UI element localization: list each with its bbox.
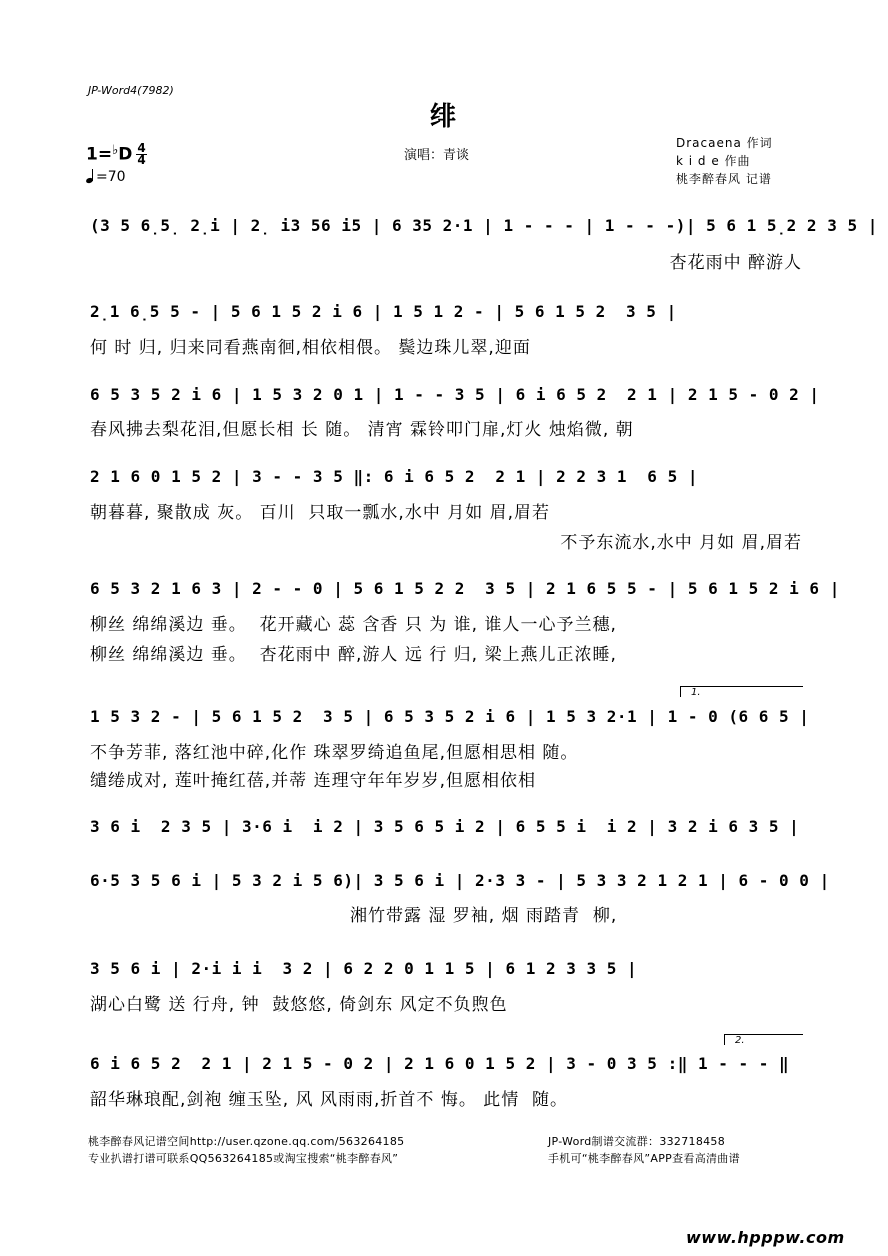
lyricist-credit: Dracaena 作词 [676, 136, 773, 150]
notation-row: (3 5 6̣5̣ 2̣i | 2̣ i3 56 i5 | 6 35 2·1 | 1 - - - | 1 - - -)| 5 6 1 5̣2 2 3 5 | [90, 216, 878, 235]
footer-left [88, 1133, 404, 1167]
tempo-marking [86, 169, 126, 185]
lyric-line: 朝暮暮, 聚散成 灰。 百川 只取一瓢水,水中 月如 眉,眉若 [90, 503, 551, 523]
quarter-note-icon [86, 169, 96, 183]
software-label: JP-Word4(7982) [88, 84, 174, 97]
page-title: 绯 [429, 102, 458, 132]
notation-row: 3 6 i 2 3 5 | 3·6 i i 2 | 3 5 6 5 i 2 | 6 5 5 i i 2 | 3 2 i 6 3 5 | [90, 817, 800, 836]
notation-row: 2 1 6 0 1 5 2 | 3 - - 3 5 ‖: 6 i 6 5 2 2 1 | 2 2 3 1 6 5 | [90, 467, 698, 486]
volta-label: 1. [691, 687, 701, 698]
notation-row: 1 5 3 2 - | 5 6 1 5 2 3 5 | 6 5 3 5 2 i 6 | 1 5 3 2·1 | 1 - 0 (6 6 5 | [90, 707, 810, 726]
volta-bracket-2 [724, 1034, 803, 1045]
volta-label: 2. [735, 1035, 745, 1046]
composer-credit: k i d e 作曲 [676, 154, 751, 168]
transcriber-credit: 桃李醉春风 记谱 [676, 172, 772, 186]
lyric-line: 不予东流水,水中 月如 眉,眉若 [560, 533, 802, 553]
footer-group: JP-Word制谱交流群：332718458 [548, 1135, 726, 1148]
notation-row: 6 i 6 5 2 2 1 | 2 1 5 - 0 2 | 2 1 6 0 1 5 2 | 3 - 0 3 5 :‖ 1 - - - ‖ [90, 1054, 790, 1073]
lyric-line: 湖心白鹭 送 行舟, 钟 鼓悠悠, 倚剑东 风定不负煦色 [90, 995, 508, 1015]
lyric-line: 缱绻成对, 莲叶掩红蓓,并蒂 连理守年年岁岁,但愿相依相 [90, 771, 537, 791]
lyric-line: 韶华琳琅配,剑袍 缠玉坠, 风 风雨雨,折首不 悔。 此情 随。 [90, 1090, 569, 1110]
key-note: D [118, 144, 133, 165]
lyric-line: 湘竹带露 湿 罗袖, 烟 雨踏青 柳, [350, 906, 618, 926]
footer-qzone-link: 桃李醉春风记谱空间http://user.qzone.qq.com/563264185 [88, 1135, 405, 1148]
notation-row: 2̣1 6̣5 5 - | 5 6 1 5 2 i 6 | 1 5 1 2 - | 5 6 1 5 2 3 5 | [90, 302, 677, 321]
site-watermark: www.hpppw.com [686, 1228, 845, 1247]
key-signature [86, 143, 147, 166]
notation-row: 6 5 3 5 2 i 6 | 1 5 3 2 0 1 | 1 - - 3 5 | 6 i 6 5 2 2 1 | 2 1 5 - 0 2 | [90, 385, 820, 404]
lyric-line: 柳丝 绵绵溪边 垂。 杏花雨中 醉,游人 远 行 归, 梁上燕儿正浓睡, [90, 645, 617, 665]
key-prefix: 1= [86, 144, 113, 165]
footer-contact: 专业扒谱打谱可联系QQ563264185或淘宝搜索“桃李醉春风” [88, 1152, 399, 1165]
time-signature-top: 4 [137, 141, 146, 155]
footer-right [548, 1133, 740, 1167]
volta-bracket-1 [680, 686, 803, 697]
lyric-line: 柳丝 绵绵溪边 垂。 花开藏心 蕊 含香 只 为 谁, 谁人一心予兰穗, [90, 615, 617, 635]
notation-row: 3 5 6 i | 2·i i i 3 2 | 6 2 2 0 1 1 5 | 6 1 2 3 3 5 | [90, 959, 638, 978]
lyric-line: 春风拂去梨花泪,但愿长相 长 随。 清宵 霖铃叩门扉,灯火 烛焰微, 朝 [90, 420, 634, 440]
lyric-line: 何 时 归, 归来同看燕南徊,相依相偎。 鬓边珠儿翠,迎面 [90, 338, 531, 358]
singer-credit: 演唱：青谈 [404, 148, 470, 163]
time-signature-bottom: 4 [137, 153, 146, 167]
time-signature [136, 143, 146, 166]
credits-block [676, 134, 773, 188]
lyric-line: 杏花雨中 醉游人 [669, 253, 802, 273]
tempo-value: =70 [96, 169, 126, 185]
flat-sign: ♭ [112, 143, 119, 158]
footer-app: 手机可“桃李醉春风”APP查看高清曲谱 [548, 1152, 740, 1165]
notation-row: 6·5 3 5 6 i | 5 3 2 i 5 6)| 3 5 6 i | 2·3 3 - | 5 3 3 2 1 2 1 | 6 - 0 0 | [90, 871, 830, 890]
lyric-line: 不争芳菲, 落红池中碎,化作 珠翠罗绮追鱼尾,但愿相思相 随。 [90, 743, 579, 763]
notation-row: 6 5 3 2 1 6 3 | 2 - - 0 | 5 6 1 5 2 2 3 5 | 2 1 6 5 5 - | 5 6 1 5 2 i 6 | [90, 579, 840, 598]
